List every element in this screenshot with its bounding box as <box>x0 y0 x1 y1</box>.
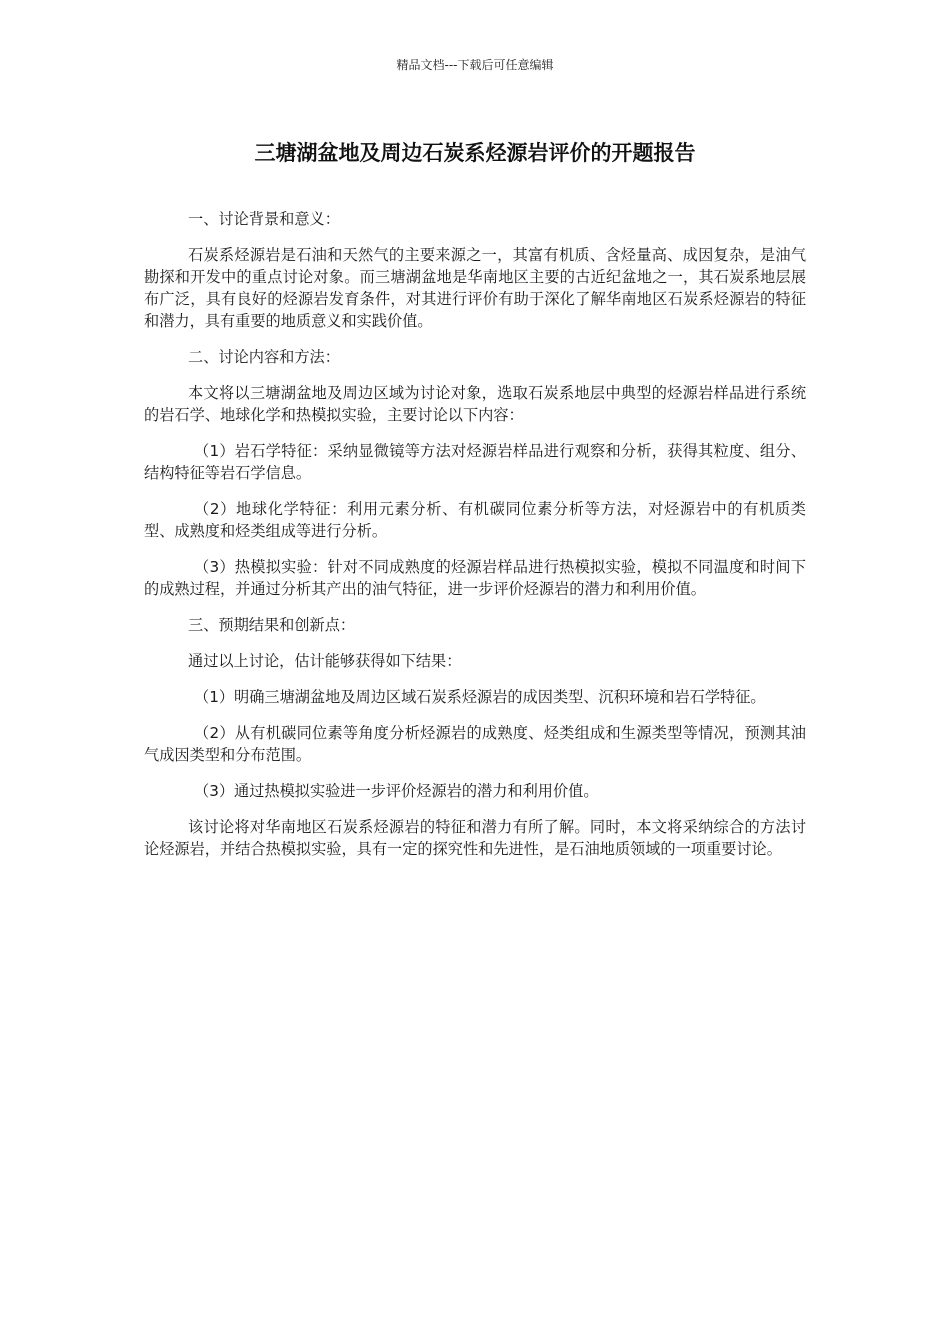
paragraph-results-intro: 通过以上讨论，估计能够获得如下结果： <box>188 652 462 670</box>
page-header: 精品文档---下载后可任意编辑 <box>396 58 554 72</box>
list-item-result-2: （2）从有机碳同位素等角度分析烃源岩的成熟度、烃类组成和生源类型等情况，预测其油气成因类型和分布范围。 <box>144 724 806 764</box>
paragraph-content-intro: 本文将以三塘湖盆地及周边区域为讨论对象，选取石炭系地层中典型的烃源岩样品进行系统的岩石学、地球化学和热模拟实验，主要讨论以下内容： <box>144 384 806 424</box>
document-title: 三塘湖盆地及周边石炭系烃源岩评价的开题报告 <box>254 141 696 165</box>
list-item-geochemistry: （2）地球化学特征：利用元素分析、有机碳同位素分析等方法，对烃源岩中的有机质类型、成熟度和烃类组成等进行分析。 <box>144 500 806 540</box>
section-heading-expected-results: 三、预期结果和创新点： <box>188 616 356 634</box>
section-heading-content-methods: 二、讨论内容和方法： <box>188 348 340 366</box>
section-heading-background: 一、讨论背景和意义： <box>188 210 340 228</box>
list-item-result-1: （1）明确三塘湖盆地及周边区域石炭系烃源岩的成因类型、沉积环境和岩石学特征。 <box>194 688 766 706</box>
paragraph-background: 石炭系烃源岩是石油和天然气的主要来源之一，其富有机质、含烃量高、成因复杂，是油气勘探和开发中的重点讨论对象。而三塘湖盆地是华南地区主要的古近纪盆地之一，其石炭系地层展布广泛，具有良好的烃源岩发育条件，对其进行评价有助于深化了解华南地区石炭系烃源岩的特征和潜力，具有重要的地质意义和实践价值。 <box>144 246 806 330</box>
paragraph-conclusion: 该讨论将对华南地区石炭系烃源岩的特征和潜力有所了解。同时，本文将采纳综合的方法讨论烃源岩，并结合热模拟实验，具有一定的探究性和先进性，是石油地质领域的一项重要讨论。 <box>144 818 806 858</box>
list-item-result-3: （3）通过热模拟实验进一步评价烃源岩的潜力和利用价值。 <box>194 782 599 800</box>
document-body <box>144 208 806 874</box>
list-item-petrology: （1）岩石学特征：采纳显微镜等方法对烃源岩样品进行观察和分析，获得其粒度、组分、结构特征等岩石学信息。 <box>144 442 806 482</box>
list-item-thermal-simulation: （3）热模拟实验：针对不同成熟度的烃源岩样品进行热模拟实验，模拟不同温度和时间下的成熟过程，并通过分析其产出的油气特征，进一步评价烃源岩的潜力和利用价值。 <box>144 558 806 598</box>
